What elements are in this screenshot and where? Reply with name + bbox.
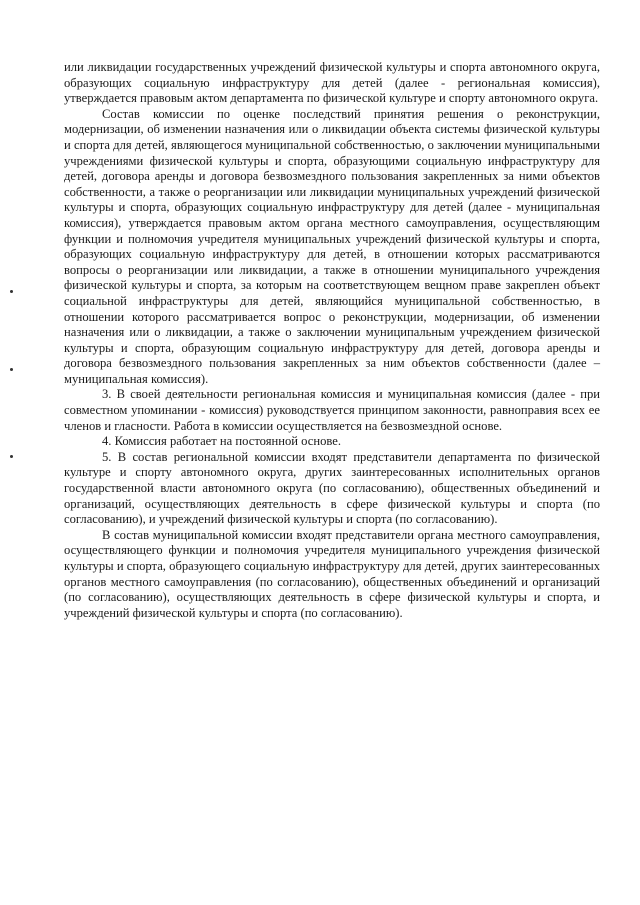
paragraph-continuation: или ликвидации государственных учреждений физической культуры и спорта автономного округа, образующих социальную инфраструктуру для детей (далее - региональная комиссия), утверждается правовым актом департамента по физической культуре и спорту автономного округа. [64,60,600,106]
paragraph-municipal-commission-members: В состав муниципальной комиссии входят представители органа местного самоуправления, осуществляющего функции и полномочия учредителя муниципального учреждения физической культуры и спорта, образующего социальную инфраструктуру для детей, других заинтересованных органов местного самоуправления (по согласованию), общественных объединений и организаций (по согласованию), осуществляющих деятельность в сфере физической культуры и спорта, и учреждений физической культуры и спорта (по согласованию). [64,527,600,620]
paragraph-item-5: 5. В состав региональной комиссии входят представители департамента по физической культуре и спорту автономного округа, других заинтересованных исполнительных органов государственной власти автономного округа (по согласованию), общественных объединений и организаций, осуществляющих деятельность в сфере физической культуры и спорта (по согласованию), и учреждений физической культуры и спорта (по согласованию). [64,449,600,527]
margin-scan-mark [10,368,13,371]
margin-scan-mark [10,455,13,458]
paragraph-municipal-commission-composition: Состав комиссии по оценке последствий принятия решения о реконструкции, модернизации, об изменении назначения или о ликвидации объекта системы физической культуры и спорта для детей, являющегося муниципальной собственностью, о заключении муниципальными учреждениями физической культуры и спорта, образующими социальную инфраструктуру для детей, договора аренды и договора безвозмездного пользования закрепленных за ними объектов собственности, а также о реорганизации или ликвидации муниципальных учреждений физической культуры и спорта, образующих социальную инфраструктуру для детей (далее - муниципальная комиссия), утверждается правовым актом органа местного самоуправления, осуществляющим функции и полномочия учредителя муниципальных учреждений физической культуры и спорта, образующих социальную инфраструктуру для детей, в отношении которых рассматриваются вопросы о реорганизации или ликвидации, а также в отношении муниципального учреждения физической культуры и спорта, за которым на соответствующем вещном праве закреплен объект социальной инфраструктуры для детей, являющийся муниципальной собственностью, в отношении которого рассматривается вопрос о реконструкции, модернизации, об изменении назначения или о ликвидации, а также о заключении муниципальным учреждением физической культуры и спорта, образующим социальную инфраструктуру для детей, договора аренды и договора безвозмездного пользования закрепленных за ним объектов собственности (далее – муниципальная комиссия). [64,106,600,386]
document-page [64,60,600,621]
margin-scan-mark [10,290,13,293]
paragraph-item-4: 4. Комиссия работает на постоянной основе. [102,434,342,449]
paragraph-item-3: 3. В своей деятельности региональная комиссия и муниципальная комиссия (далее - при совместном упоминании - комиссия) руководствуется принципом законности, равноправия всех ее членов и гласности. Работа в комиссии осуществляется на безвозмездной основе. [64,387,600,433]
